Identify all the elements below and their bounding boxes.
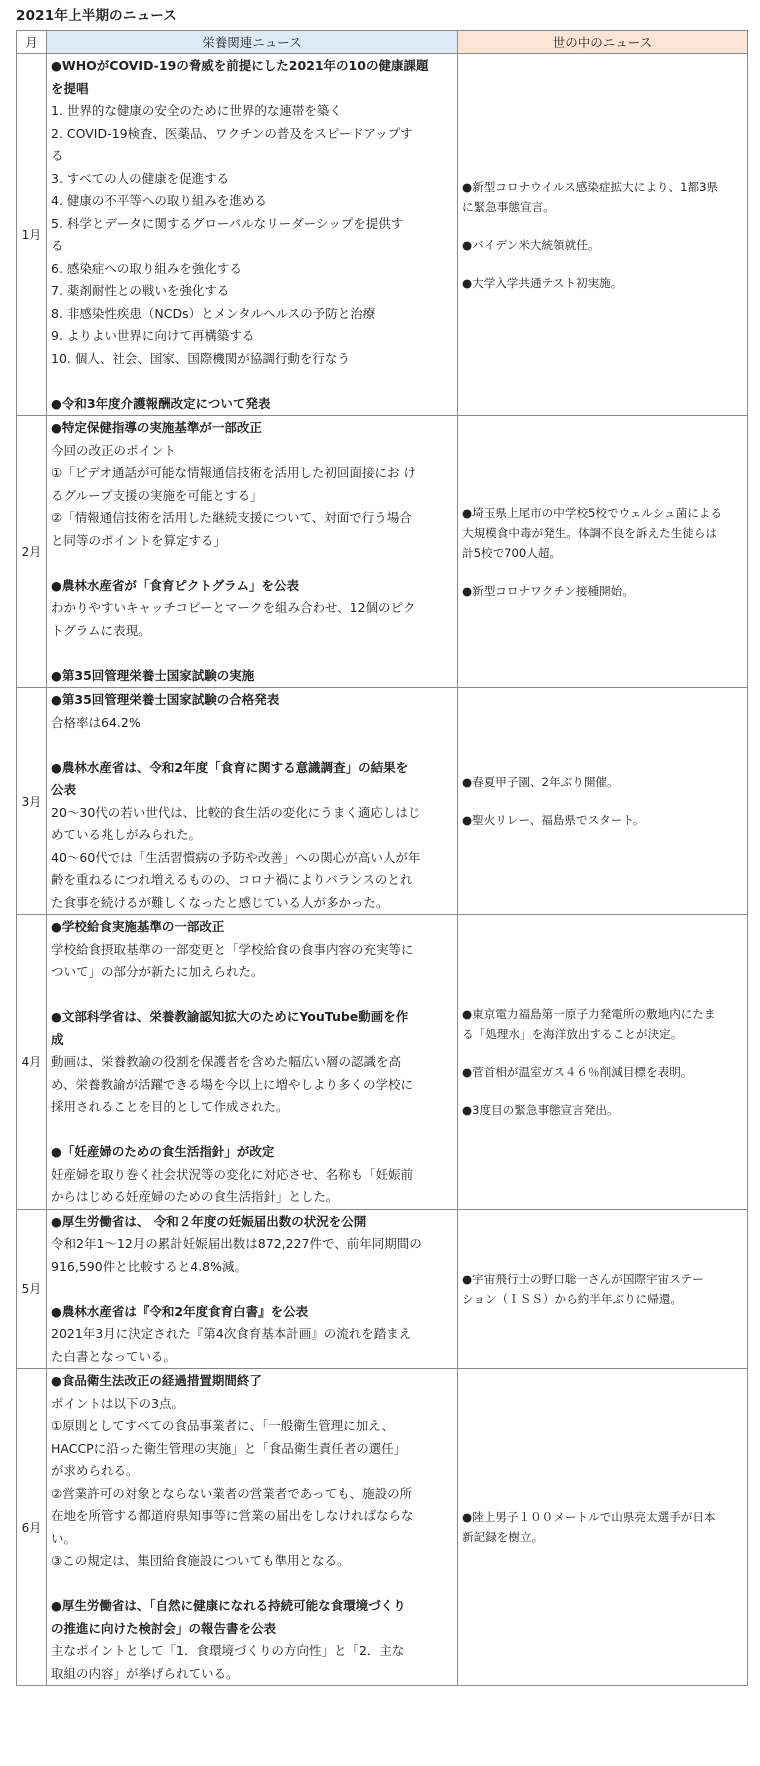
- world-news-text: ●バイデン米大統領就任。: [462, 237, 600, 252]
- news-text: トグラムに表現。: [51, 622, 151, 638]
- news-headline: を提唱: [51, 80, 89, 96]
- world-news-text: ●宇宙飛行士の野口聡一さんが国際宇宙ステー: [462, 1271, 704, 1286]
- month-cell: 1月: [17, 54, 47, 416]
- news-text: 令和2年1～12月の累計妊娠届出数は872,227件で、前年同期間の: [51, 1236, 422, 1251]
- header-nutrition-news: 栄養関連ニュース: [47, 31, 458, 54]
- nutrition-news-cell: [47, 915, 458, 1210]
- world-news-text: ●陸上男子１００メートルで山県亮太選手が日本: [462, 1510, 716, 1524]
- news-text: が求められる。: [51, 1463, 139, 1478]
- table-row: [17, 915, 748, 1210]
- news-table: [16, 30, 748, 1686]
- nutrition-news-cell: [47, 54, 458, 416]
- news-text: 40～60代では「生活習慣病の予防や改善」への関心が高い人が年: [51, 849, 421, 865]
- news-headline: ●WHOがCOVID-19の脅威を前提にした2021年の10の健康課題: [51, 58, 429, 73]
- news-text: 2. COVID-19検査、医薬品、ワクチンの普及をスピードアップす: [51, 125, 413, 141]
- news-text: るグループ支援の実施を可能とする」: [51, 487, 263, 503]
- news-headline: ●第35回管理栄養士国家試験の実施: [51, 667, 255, 683]
- world-news-text: 新記録を樹立。: [462, 1530, 544, 1544]
- news-headline: ●学校給食実施基準の一部改正: [51, 919, 225, 934]
- world-news-text: ●春夏甲子園、2年ぶり開催。: [462, 775, 619, 789]
- news-text: からはじめる妊産婦のための食生活指針」とした。: [51, 1189, 339, 1204]
- news-text: と同等のポイントを算定する」: [51, 532, 227, 548]
- news-text: 取組の内容」が挙げられている。: [51, 1665, 239, 1681]
- news-text: た食事を続けるが難しくなったと感じている人が多かった。: [51, 894, 389, 910]
- world-news-text: [462, 217, 743, 235]
- table-body: [17, 54, 748, 1686]
- news-text: 齢を重ねるにつれ増えるものの、コロナ禍によりバランスのとれ: [51, 872, 413, 887]
- news-text: る: [51, 148, 64, 163]
- world-news-text: ●3度目の緊急事態宣言発出。: [462, 1102, 619, 1117]
- news-text: 動画は、栄養教諭の役割を保護者を含めた幅広い層の認識を高: [51, 1054, 402, 1069]
- news-headline: ●特定保健指導の実施基準が一部改正: [51, 420, 262, 435]
- news-headline: ●食品衛生法改正の経過措置期間終了: [51, 1373, 262, 1388]
- news-headline: ●農林水産省が「食育ピクトグラム」を公表: [51, 577, 300, 593]
- nutrition-news-cell: [47, 416, 458, 688]
- news-text: ①「ビデオ通話が可能な情報通信技術を活用した初回面接にお け: [51, 465, 416, 480]
- news-text: [51, 1278, 453, 1301]
- news-text: た白書となっている。: [51, 1348, 177, 1364]
- world-news-text: ●大学入学共通テスト初実施。: [462, 275, 623, 290]
- world-news-text: ●新型コロナウイルス感染症拡大により、1都3県: [462, 179, 719, 194]
- page-title: 2021年上半期のニュース: [16, 8, 177, 24]
- month-cell: 4月: [17, 915, 47, 1210]
- month-cell: 3月: [17, 688, 47, 915]
- world-news-cell: [458, 416, 748, 688]
- news-text: [51, 642, 453, 665]
- news-text: 20～30代の若い世代は、比較的食生活の変化にうまく適応しはじ: [51, 804, 421, 820]
- month-cell: 2月: [17, 416, 47, 688]
- world-news-text: ●聖火リレー、福島県でスタート。: [462, 813, 645, 827]
- news-headline: 公表: [51, 782, 77, 797]
- news-text: 9. よりよい世界に向けて再構築する: [51, 328, 255, 343]
- news-text: い。: [51, 1530, 77, 1546]
- news-text: る: [51, 238, 64, 253]
- news-text: 主なポイントとして「1．食環境づくりの方向性」と「2．主な: [51, 1643, 405, 1658]
- header-month: 月: [17, 31, 47, 54]
- news-text: [51, 734, 453, 757]
- world-news-text: る「処理水」を海洋放出することが決定。: [462, 1026, 683, 1041]
- nutrition-news-cell: [47, 1369, 458, 1686]
- table-row: [17, 1369, 748, 1686]
- news-text: 7. 薬剤耐性との戦いを強化する: [51, 283, 230, 298]
- news-text: 2021年3月に決定された『第4次食育基本計画』の流れを踏まえ: [51, 1326, 412, 1341]
- world-news-text: 計5校で700人超。: [462, 545, 562, 560]
- world-news-text: [462, 255, 743, 273]
- table-row: [17, 54, 748, 416]
- world-news-text: ●新型コロナワクチン接種開始。: [462, 583, 634, 598]
- world-news-cell: [458, 1209, 748, 1369]
- world-news-text: ●東京電力福島第一原子力発電所の敷地内にたま: [462, 1006, 716, 1021]
- world-news-text: ●菅首相が温室ガス４６％削減目標を表明。: [462, 1064, 693, 1079]
- news-headline: ●厚生労働省は、 令和２年度の妊娠届出数の状況を公開: [51, 1213, 367, 1229]
- news-text: ポイントは以下の3点。: [51, 1395, 184, 1411]
- news-text: HACCPに沿った衛生管理の実施」と「食品衛生責任者の選任」: [51, 1440, 407, 1456]
- news-text: め、栄養教諭が活躍できる場を今以上に増やしより多くの学校に: [51, 1076, 414, 1092]
- world-news-text: ●埼玉県上尾市の中学校5校でウェルシュ菌による: [462, 505, 722, 520]
- news-text: 合格率は64.2%: [51, 714, 141, 730]
- news-text: 916,590件と比較すると4.8%減。: [51, 1258, 247, 1274]
- news-headline: ●厚生労働省は、「自然に健康になれる持続可能な食環境づくり: [51, 1598, 406, 1613]
- table-row: [17, 1209, 748, 1369]
- news-text: ②「情報通信技術を活用した継続支援について、対面で行う場合: [51, 510, 412, 525]
- news-text: 1. 世界的な健康の安全のために世界的な連帯を築く: [51, 103, 342, 118]
- news-headline: ●「妊産婦のための食生活指針」が改定: [51, 1144, 275, 1159]
- news-text: わかりやすいキャッチコピーとマークを組み合わせ、12個のピク: [51, 600, 416, 615]
- news-text: [51, 984, 453, 1007]
- news-headline: 成: [51, 1031, 64, 1047]
- news-text: 5. 科学とデータに関するグローバルなリーダーシップを提供す: [51, 215, 404, 231]
- world-news-text: 大規模食中毒が発生。体調不良を訴えた生徒らは: [462, 525, 718, 540]
- news-text: [51, 552, 453, 575]
- news-text: ③この規定は、集団給食施設についても準用となる。: [51, 1553, 350, 1568]
- world-news-text: [462, 563, 743, 581]
- news-text: 今回の改正のポイント: [51, 442, 177, 458]
- news-headline: ●文部科学省は、栄養教諭認知拡大のためにYouTube動画を作: [51, 1009, 409, 1024]
- news-text: 10. 個人、社会、国家、国際機関が協調行動を行なう: [51, 350, 350, 366]
- news-text: 4. 健康の不平等への取り組みを進める: [51, 193, 267, 208]
- news-text: めている兆しがみられた。: [51, 827, 202, 842]
- world-news-cell: [458, 688, 748, 915]
- world-news-text: [462, 1044, 743, 1062]
- news-text: 在地を所管する都道府県知事等に営業の届出をしなければならな: [51, 1508, 414, 1523]
- news-text: 妊産婦を取り巻く社会状況等の変化に対応させ、名称も「妊娠前: [51, 1166, 414, 1182]
- table-row: [17, 416, 748, 688]
- world-news-text: [462, 792, 743, 810]
- news-text: [51, 1573, 453, 1596]
- nutrition-news-cell: [47, 1209, 458, 1369]
- world-news-cell: [458, 54, 748, 416]
- month-cell: 5月: [17, 1209, 47, 1369]
- world-news-cell: [458, 915, 748, 1210]
- news-text: ①原則としてすべての食品事業者に、「一般衛生管理に加え、: [51, 1418, 394, 1433]
- news-text: ②営業許可の対象とならない業者の営業者であっても、施設の所: [51, 1485, 413, 1501]
- news-text: 6. 感染症への取り組みを強化する: [51, 260, 242, 276]
- header-row: [17, 31, 748, 54]
- world-news-text: ション（ＩＳＳ）から約半年ぶりに帰還。: [462, 1291, 683, 1306]
- news-headline: ●農林水産省は『令和2年度食育白書』を公表: [51, 1303, 309, 1319]
- news-text: 8. 非感染性疾患（NCDs）とメンタルヘルスの予防と治療: [51, 305, 376, 321]
- news-headline: ●第35回管理栄養士国家試験の合格発表: [51, 692, 280, 707]
- news-text: [51, 1119, 453, 1142]
- world-news-text: に緊急事態宣言。: [462, 199, 555, 214]
- news-headline: ●農林水産省は、令和2年度「食育に関する意識調査」の結果を: [51, 759, 409, 775]
- world-news-text: [462, 1082, 743, 1100]
- news-text: 3. すべての人の健康を促進する: [51, 170, 230, 186]
- news-headline: の推進に向けた検討会」の報告書を公表: [51, 1620, 277, 1636]
- news-text: ついて」の部分が新たに加えられた。: [51, 964, 264, 979]
- news-headline: ●令和3年度介護報酬改定について発表: [51, 395, 271, 411]
- world-news-cell: [458, 1369, 748, 1686]
- month-cell: 6月: [17, 1369, 47, 1686]
- news-text: 学校給食摂取基準の一部変更と「学校給食の食事内容の充実等に: [51, 941, 414, 957]
- nutrition-news-cell: [47, 688, 458, 915]
- news-text: 採用されることを目的として作成された。: [51, 1099, 289, 1114]
- news-text: [51, 370, 453, 393]
- table-row: [17, 688, 748, 915]
- header-world-news: 世の中のニュース: [458, 31, 748, 54]
